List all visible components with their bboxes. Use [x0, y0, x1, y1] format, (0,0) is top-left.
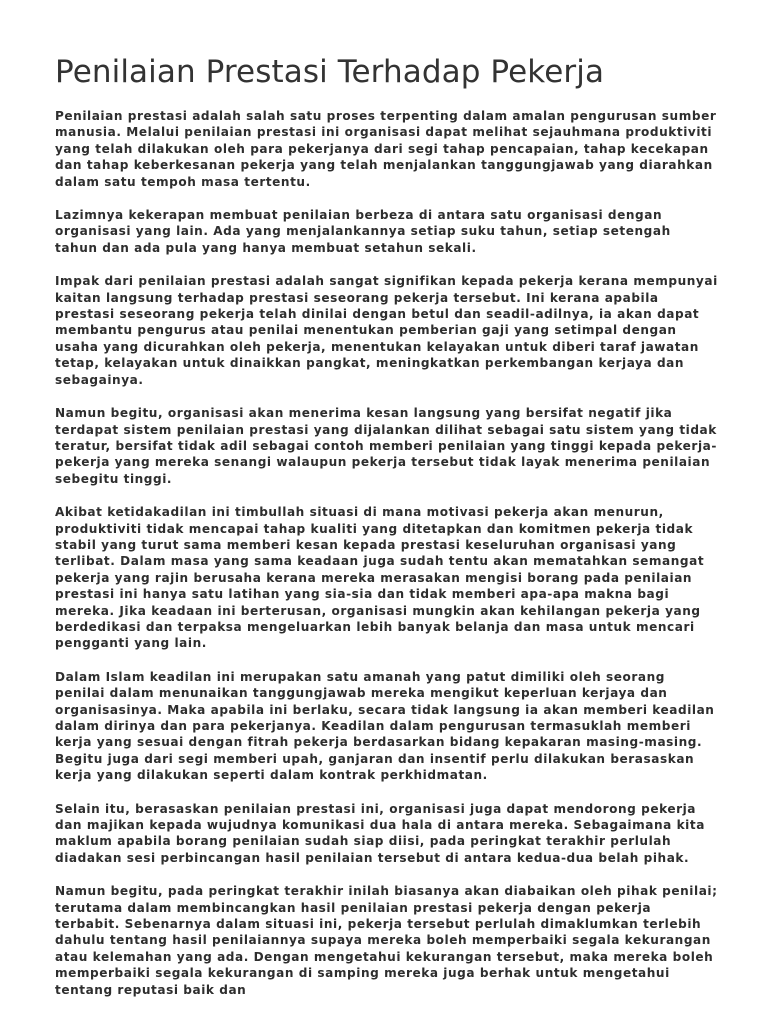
paragraph-3: Impak dari penilaian prestasi adalah sangat signifikan kepada pekerja kerana mempunyai kaitan langsung terhadap prestasi seseorang pekerja tersebut. Ini kerana apabila prestasi seseorang pekerja telah dinilai dengan betul dan seadil-adilnya, ia akan dapat membantu pengurus atau penilai menentukan pemberian gaji yang setimpal dengan usaha yang dicurahkan oleh pekerja, menentukan kelayakan untuk diberi taraf jawatan tetap, kelayakan untuk dinaikkan pangkat, meningkatkan perkembangan kerjaya dan sebagainya. [55, 274, 718, 387]
paragraph-8: Namun begitu, pada peringkat terakhir inilah biasanya akan diabaikan oleh pihak penilai; terutama dalam membincangkan hasil penilaian prestasi pekerja dengan pekerja terbabit. Sebenarnya dalam situasi ini, pekerja tersebut perlulah dimaklumkan terlebih dahulu tentang hasil penilaiannya supaya mereka boleh memperbaiki segala kekurangan atau kelemahan yang ada. Dengan mengetahui kekurangan tersebut, maka mereka boleh memperbaiki segala kekurangan di samping mereka juga berhak untuk mengetahui tentang reputasi baik dan [55, 884, 718, 997]
paragraph-6: Dalam Islam keadilan ini merupakan satu amanah yang patut dimiliki oleh seorang penilai dalam menunaikan tanggungjawab mereka mengikut keperluan kerjaya dan organisasinya. Maka apabila ini berlaku, secara tidak langsung ia akan memberi keadilan dalam dirinya dan para pekerjanya. Keadilan dalam pengurusan termasuklah memberi kerja yang sesuai dengan fitrah pekerja berdasarkan bidang kepakaran masing-masing. Begitu juga dari segi memberi upah, ganjaran dan insentif perlu dilakukan berasaskan kerja yang dilakukan seperti dalam kontrak perkhidmatan. [55, 669, 715, 783]
document-title: Penilaian Prestasi Terhadap Pekerja [55, 54, 605, 90]
document-body [55, 108, 718, 998]
paragraph-1: Penilaian prestasi adalah salah satu proses terpenting dalam amalan pengurusan sumber manusia. Melalui penilaian prestasi ini organisasi dapat melihat sejauhmana produktiviti yang telah dilakukan oleh para pekerjanya dari segi tahap pencapaian, tahap kecekapan dan tahap keberkesanan pekerja yang telah menjalankan tanggungjawab yang diarahkan dalam satu tempoh masa tertentu. [55, 109, 717, 189]
paragraph-5: Akibat ketidakadilan ini timbullah situasi di mana motivasi pekerja akan menurun, produktiviti tidak mencapai tahap kualiti yang ditetapkan dan komitmen pekerja tidak stabil yang turut sama memberi kesan kepada prestasi keseluruhan organisasi yang terlibat. Dalam masa yang sama keadaan juga sudah tentu akan mematahkan semangat pekerja yang rajin berusaha kerana mereka merasakan mengisi borang pada penilaian prestasi ini hanya satu latihan yang sia-sia dan tidak memberi apa-apa makna bagi mereka. Jika keadaan ini berterusan, organisasi mungkin akan kehilangan pekerja yang berdedikasi dan terpaksa mengeluarkan lebih banyak belanja dan masa untuk mencari pengganti yang lain. [55, 505, 705, 651]
paragraph-2: Lazimnya kekerapan membuat penilaian berbeza di antara satu organisasi dengan organisasi yang lain. Ada yang menjalankannya setiap suku tahun, setiap setengah tahun dan ada pula yang hanya membuat setahun sekali. [55, 208, 671, 255]
paragraph-4: Namun begitu, organisasi akan menerima kesan langsung yang bersifat negatif jika terdapat sistem penilaian prestasi yang dijalankan dilihat sebagai satu sistem yang tidak teratur, bersifat tidak adil sebagai contoh memberi penilaian yang tinggi kepada pekerja-pekerja yang mereka senangi walaupun pekerja tersebut tidak layak menerima penilaian sebegitu tinggi. [55, 406, 717, 486]
paragraph-7: Selain itu, berasaskan penilaian prestasi ini, organisasi juga dapat mendorong pekerja dan majikan kepada wujudnya komunikasi dua hala di antara mereka. Sebagaimana kita maklum apabila borang penilaian sudah siap diisi, pada peringkat terakhir perlulah diadakan sesi perbincangan hasil penilaian tersebut di antara kedua-dua belah pihak. [55, 801, 705, 865]
